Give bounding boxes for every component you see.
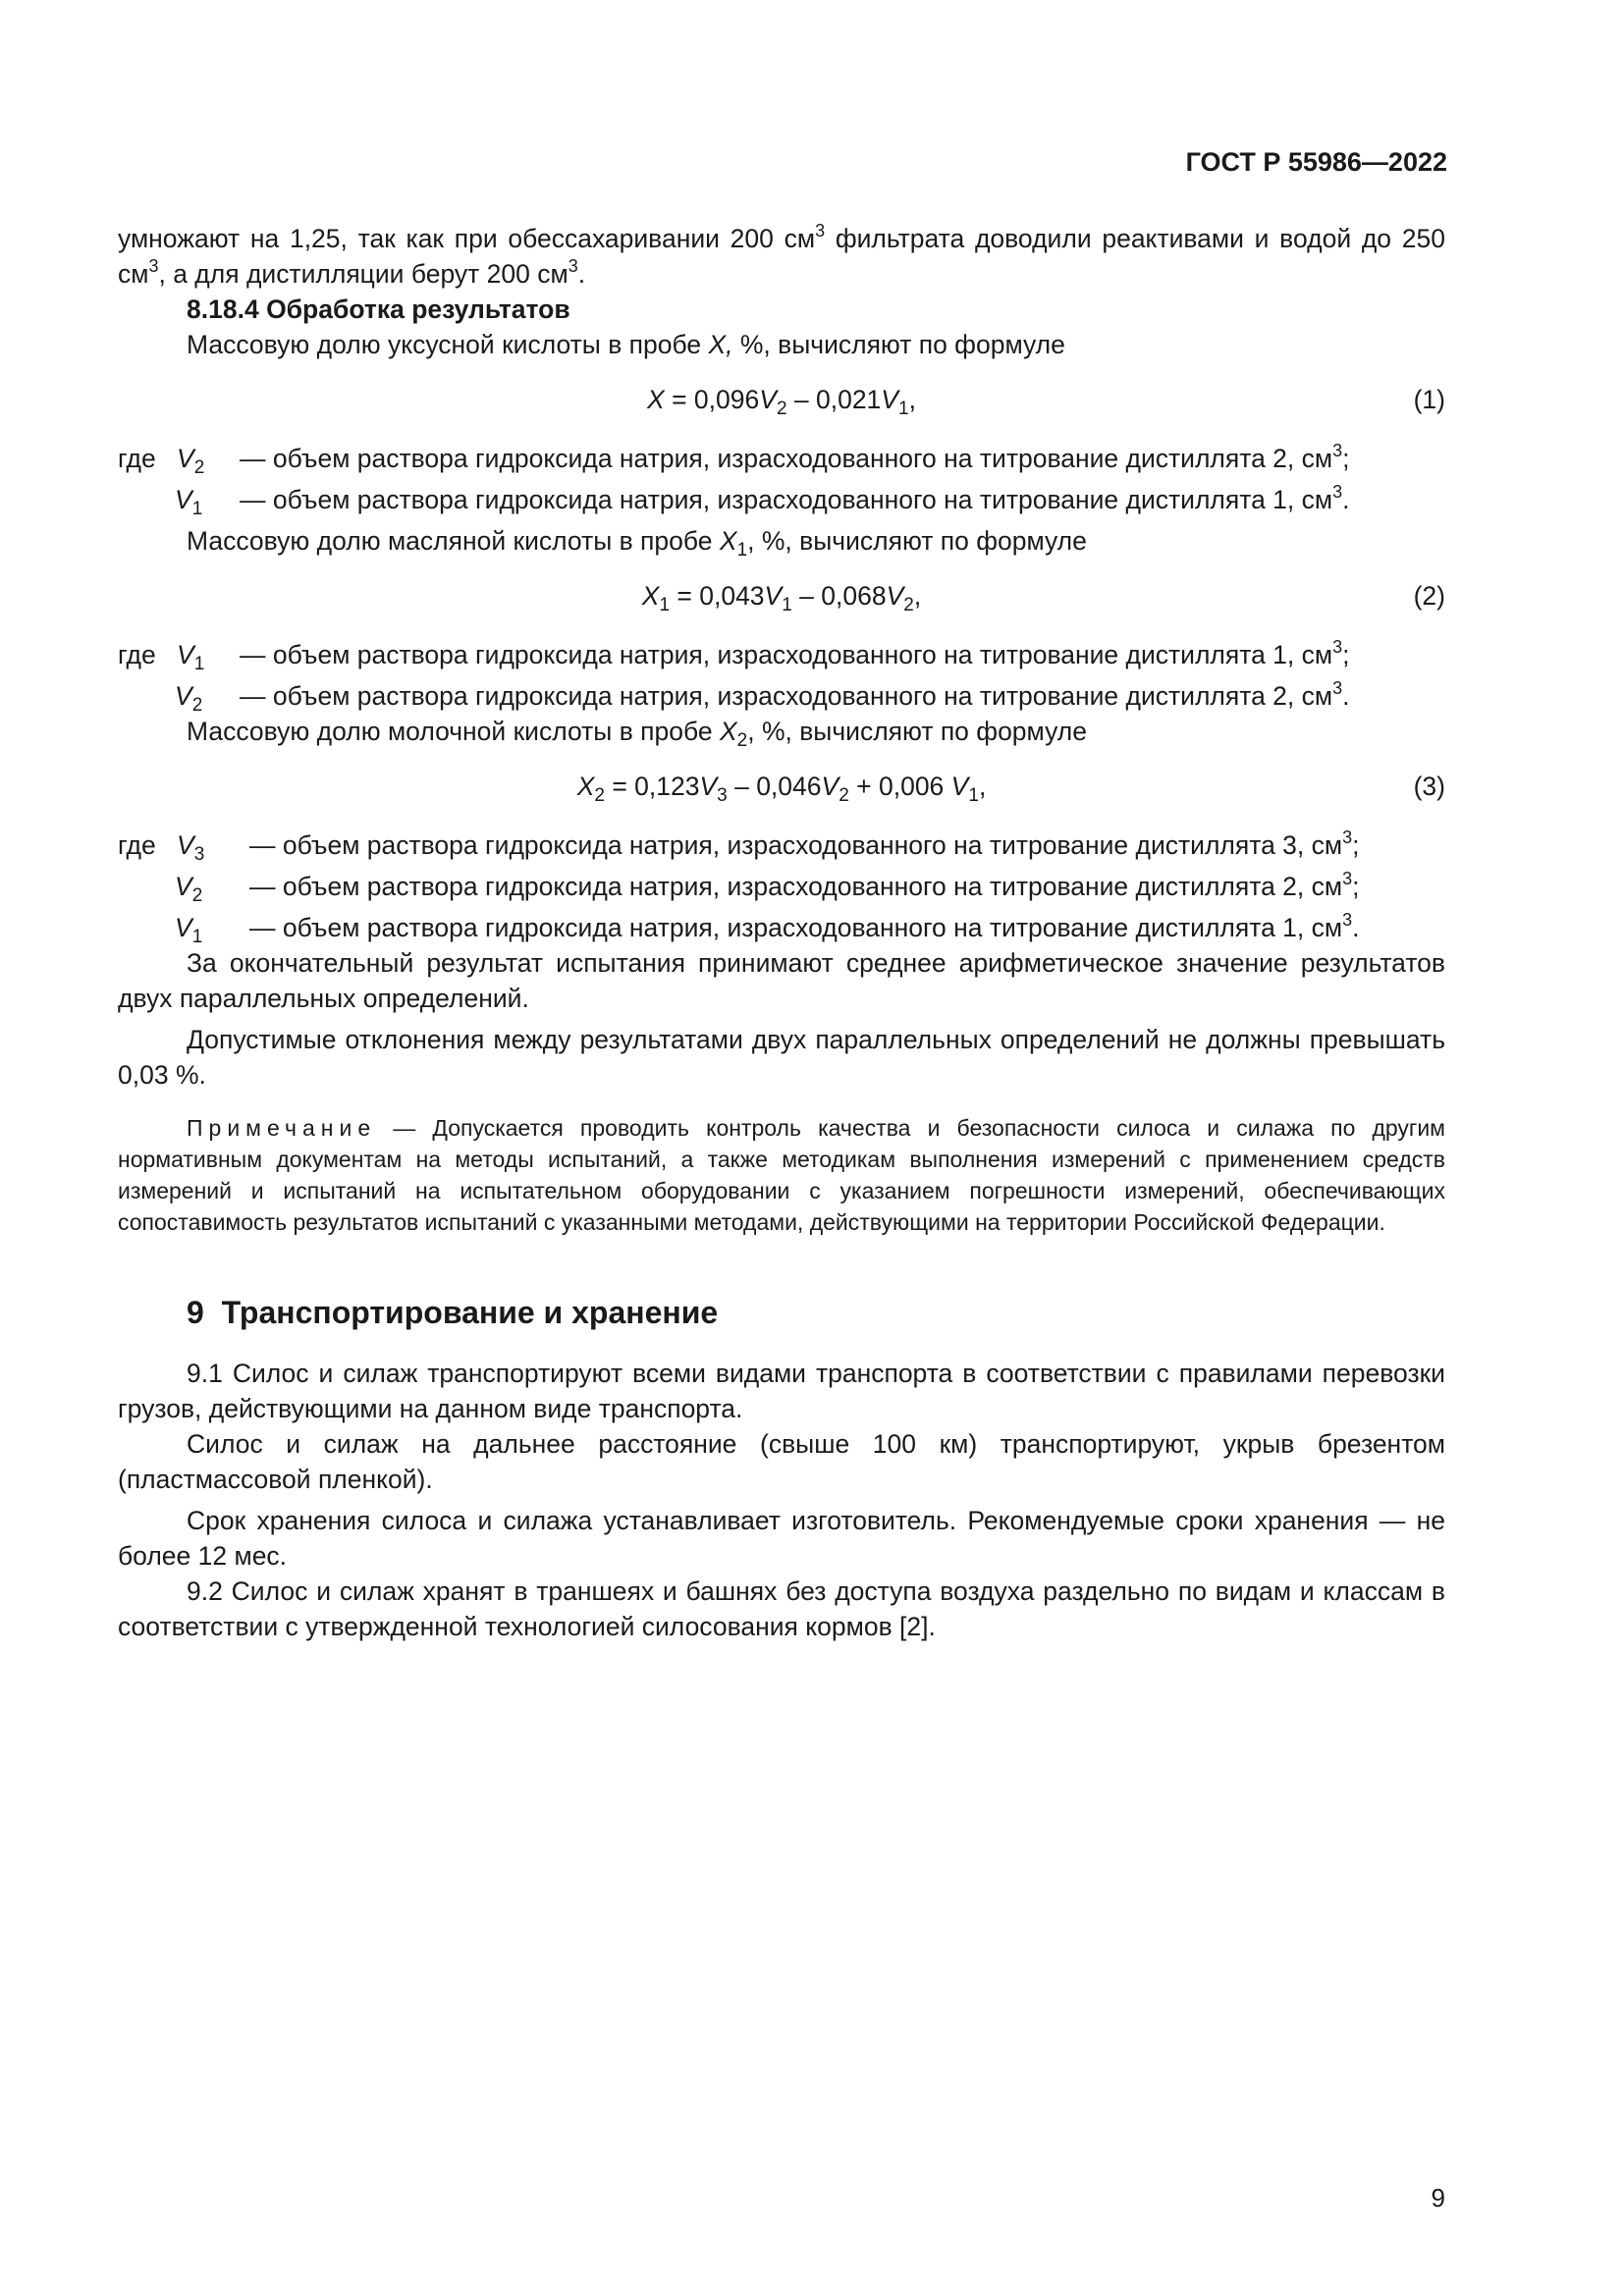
superscript: 3 <box>1332 441 1343 460</box>
math-symbol: X <box>641 581 660 611</box>
subscript: 3 <box>193 844 205 865</box>
section-heading-9 <box>187 1295 1445 1330</box>
where-label: где <box>118 444 156 473</box>
text: — объем раствора гидроксида натрия, израсходованного на титрование дистиллята 2, см <box>240 444 1333 473</box>
math-text: – 0,046 <box>727 772 822 801</box>
math-text: , <box>908 385 916 414</box>
math-symbol: V <box>950 772 969 801</box>
subscript: 2 <box>736 730 748 751</box>
where-description <box>240 678 1350 714</box>
where-symbol <box>177 441 204 476</box>
subscript: 2 <box>191 695 203 716</box>
formula-2-number: (2) <box>1413 581 1445 611</box>
subscript: 2 <box>594 785 605 806</box>
where-line <box>118 482 1445 523</box>
math-symbol: V <box>177 444 194 473</box>
superscript: 3 <box>568 256 578 276</box>
subscript: 2 <box>191 885 203 906</box>
where-line <box>118 910 1445 945</box>
lactic-acid-intro <box>118 714 1445 749</box>
final-result-paragraph: За окончательный результат испытания принимают среднее арифметическое значение результатов двух параллельных определений. <box>118 948 1445 1013</box>
text: Массовую долю уксусной кислоты в пробе <box>187 330 709 359</box>
math-symbol: V <box>764 581 783 611</box>
where-line <box>118 637 1445 678</box>
acetic-acid-intro <box>118 327 1445 362</box>
where-symbol <box>175 869 202 904</box>
subsection-heading-8-18-4 <box>118 292 1445 327</box>
page-content <box>118 221 1445 1644</box>
where-line <box>118 678 1445 714</box>
math-symbol: X <box>719 526 737 556</box>
note-text: — Допускается проводить контроль качества и безопасности силоса и силажа по другим нормативным документам на методы испытаний, а также методикам выполнения измерений с применением средств измерений и испытаний на испытательном оборудовании с указанием погрешности измерений, обеспечивающих сопоставимость результатов испытаний с указанными методами, действующими на территории Российской Федерации. <box>118 1115 1445 1235</box>
superscript: 3 <box>1342 910 1353 930</box>
math-symbol: X <box>647 385 665 414</box>
text: %, вычисляют по формуле <box>732 330 1065 359</box>
text: — объем раствора гидроксида натрия, израсходованного на титрование дистиллята 3, см <box>249 830 1343 860</box>
text: — объем раствора гидроксида натрия, израсходованного на титрование дистиллята 1, см <box>240 485 1333 514</box>
text: , %, вычисляют по формуле <box>747 717 1087 746</box>
formula-3-number: (3) <box>1413 772 1445 801</box>
text: , %, вычисляют по формуле <box>747 526 1087 556</box>
math-symbol: V <box>177 830 194 860</box>
formula-1-expression <box>118 382 1445 417</box>
math-text: = 0,043 <box>670 581 765 611</box>
math-text: – 0,021 <box>786 385 882 414</box>
document-code-header: ГОСТ Р 55986—2022 <box>1185 147 1447 177</box>
math-symbol: V <box>821 772 839 801</box>
subscript: 1 <box>782 595 792 615</box>
where-symbol <box>175 678 202 714</box>
superscript: 3 <box>1332 482 1343 502</box>
text: Массовую долю молочной кислоты в пробе <box>187 717 720 746</box>
where-description <box>249 869 1360 904</box>
subscript: 1 <box>659 595 671 615</box>
math-text: = 0,096 <box>664 385 760 414</box>
where-line <box>118 869 1445 910</box>
superscript: 3 <box>1332 637 1343 657</box>
note-paragraph <box>118 1112 1445 1238</box>
where-symbol <box>177 828 204 863</box>
math-symbol: V <box>759 385 777 414</box>
text: . <box>1352 913 1360 942</box>
math-symbol: V <box>175 913 192 942</box>
text: — объем раствора гидроксида натрия, израсходованного на титрование дистиллята 2, см <box>240 681 1333 711</box>
formula-1-number: (1) <box>1413 385 1445 414</box>
math-symbol: V <box>886 581 904 611</box>
where-label: где <box>118 830 156 860</box>
where-symbol <box>177 637 204 672</box>
subscript: 1 <box>736 540 748 561</box>
where-description <box>249 910 1360 945</box>
math-symbol: V <box>177 640 194 669</box>
subscript: 2 <box>903 595 914 615</box>
where-label: где <box>118 640 156 669</box>
formula-3-expression <box>118 769 1445 804</box>
math-text: , <box>978 772 987 801</box>
text: . <box>1342 681 1350 711</box>
superscript: 3 <box>1332 678 1343 698</box>
math-symbol: X, <box>708 330 733 359</box>
math-symbol: V <box>881 385 898 414</box>
text: Массовую долю масляной кислоты в пробе <box>187 526 720 556</box>
where-line <box>118 441 1445 482</box>
math-symbol: X <box>576 772 595 801</box>
subscript: 1 <box>191 499 203 519</box>
where-description <box>240 637 1350 672</box>
section-number: 9 <box>187 1295 204 1330</box>
formula-1 <box>118 382 1445 417</box>
superscript: 3 <box>148 256 159 276</box>
where-line <box>118 828 1445 869</box>
where-description <box>240 441 1350 476</box>
where-description <box>240 482 1350 517</box>
text: ; <box>1342 444 1350 473</box>
formula-2 <box>118 578 1445 614</box>
math-text: , <box>913 581 922 611</box>
subscript: 2 <box>839 785 849 806</box>
section-title: Транспортирование и хранение <box>221 1295 719 1330</box>
math-text: + 0,006 <box>848 772 951 801</box>
subscript: 1 <box>193 654 205 674</box>
intro-paragraph <box>118 221 1445 292</box>
intro-text-c: , а для дистилляции берут 200 см <box>158 259 568 289</box>
math-symbol: X <box>719 717 737 746</box>
intro-text-a: умножают на 1,25, так как при обессахаривании 200 см <box>118 224 816 253</box>
subsection-number: 8.18.4 <box>187 294 259 324</box>
text: ; <box>1352 872 1360 901</box>
subscript: 3 <box>717 785 728 806</box>
section-9-2-paragraph: 9.2 Силос и силаж хранят в траншеях и башнях без доступа воздуха раздельно по видам и классам в соответствии с утвержденной технологией силосования кормов [2]. <box>118 1576 1445 1641</box>
superscript: 3 <box>815 221 826 240</box>
formula-2-expression <box>118 578 1445 614</box>
superscript: 3 <box>1342 828 1353 847</box>
text: — объем раствора гидроксида натрия, израсходованного на титрование дистиллята 1, см <box>249 913 1343 942</box>
math-symbol: V <box>175 872 192 901</box>
subscript: 1 <box>968 785 979 806</box>
text: . <box>1342 485 1350 514</box>
page-number: 9 <box>1431 2183 1445 2213</box>
where-symbol <box>175 910 202 945</box>
text: — объем раствора гидроксида натрия, израсходованного на титрование дистиллята 2, см <box>249 872 1343 901</box>
math-symbol: V <box>699 772 718 801</box>
text: — объем раствора гидроксида натрия, израсходованного на титрование дистиллята 1, см <box>240 640 1333 669</box>
butyric-acid-intro <box>118 523 1445 559</box>
where-description <box>249 828 1360 863</box>
math-text: – 0,068 <box>791 581 887 611</box>
math-text: = 0,123 <box>604 772 700 801</box>
section-9-storage-term-paragraph: Срок хранения силоса и силажа устанавливает изготовитель. Рекомендуемые сроки хранения — не более 12 мес. <box>118 1506 1445 1571</box>
intro-text-d: . <box>577 259 586 289</box>
section-9-1-paragraph: 9.1 Силос и силаж транспортируют всеми видами транспорта в соответствии с правилами перевозки грузов, действующими на данном виде транспорта. <box>118 1359 1445 1423</box>
section-9-transport-paragraph: Силос и силаж на дальнее расстояние (свыше 100 км) транспортируют, укрыв брезентом (пластмассовой пленкой). <box>118 1429 1445 1494</box>
subscript: 1 <box>191 927 203 947</box>
intro-text-b: фильтрата доводили реактивами и водой до 250 см <box>118 224 1445 289</box>
subscript: 2 <box>776 399 787 419</box>
note-label: Примечание <box>187 1115 377 1141</box>
formula-3 <box>118 769 1445 804</box>
allowed-deviation-paragraph: Допустимые отклонения между результатами двух параллельных определений не должны превышать 0,03 %. <box>118 1025 1445 1090</box>
subsection-title: Обработка результатов <box>266 294 570 324</box>
subscript: 2 <box>193 457 205 478</box>
text: ; <box>1352 830 1360 860</box>
text: ; <box>1342 640 1350 669</box>
subscript: 1 <box>897 399 909 419</box>
superscript: 3 <box>1342 869 1353 888</box>
math-symbol: V <box>175 681 192 711</box>
math-symbol: V <box>175 485 192 514</box>
where-symbol <box>175 482 202 517</box>
